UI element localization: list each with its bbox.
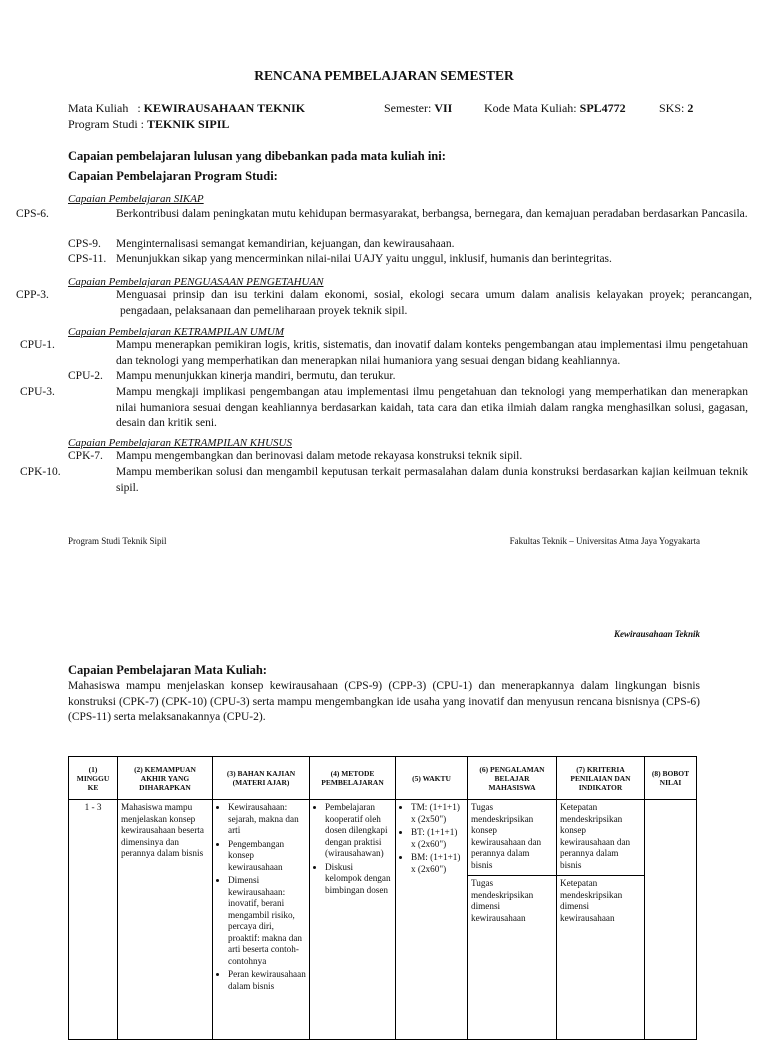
course-name-row: Mata Kuliah : KEWIRAUSAHAAN TEKNIK [68,101,306,115]
column-header: (2) KEMAMPUAN AKHIR YANG DIHARAPKAN [118,757,213,800]
list-item: • Peran kewirausahaan dalam bisnis [228,969,306,992]
document-title: RENCANA PEMBELAJARAN SEMESTER [254,68,514,83]
course-code-label: Kode Mata Kuliah: [484,101,577,115]
column-header: (5) WAKTU [396,757,468,800]
list-item: CPU-2. Mampu menunjukkan kinerja mandiri, bermutu, dan terukur. [68,370,396,382]
list-item: • Pengembangan konsep kewirausahaan [228,839,306,874]
column-header: (1) MINGGU KE [69,757,118,800]
course-name-value: KEWIRAUSAHAAN TEKNIK [143,101,306,115]
list-item: CPP-3. Menguasai prinsip dan isu terkini dalam ekonomi, sosial, ekologi secara umum dalam analisis kelayakan proyek; perancangan, pengadaan, pelaksanaan dan pemeliharaan proyek teknik sipil. [16,289,752,317]
list-item: • Dimensi kewirausahaan: inovatif, berani mengambil risiko, percaya diri, proaktif: makna dan arti beserta contoh-contohnya [228,875,306,967]
cpmk-heading: Capaian Pembelajaran Mata Kuliah: [68,663,267,677]
list-item: • Diskusi kelompok dengan bimbingan dosen [325,862,392,897]
study-program-value: TEKNIK SIPIL [147,117,230,131]
footer-right: Fakultas Teknik – Universitas Atma Jaya Yogyakarta [509,536,700,546]
list-item: • Kewirausahaan: sejarah, makna dan arti [228,802,306,837]
material-cell [213,800,310,1040]
semester-field [384,101,452,116]
column-header: (8) BOBOT NILAI [645,757,697,800]
section-title-pengetahuan: Capaian Pembelajaran PENGUASAAN PENGETAHUAN [68,276,324,288]
criteria-cell [557,800,645,1040]
list-item: • BT: (1+1+1) x (2x60") [411,827,464,850]
list-item: • TM: (1+1+1) x (2x50") [411,802,464,825]
study-program-row: Program Studi : TEKNIK SIPIL [68,117,230,131]
cpl-heading: Capaian pembelajaran lulusan yang dibebankan pada mata kuliah ini: [68,149,446,163]
experience-text: Tugas mendeskripsikan dimensi kewirausahaan [471,878,534,923]
ability-cell: Mahasiswa mampu menjelaskan konsep kewirausahaan beserta dimensinya dan perannya dalam bisnis [118,800,213,1040]
cpps-heading: Capaian Pembelajaran Program Studi: [68,169,278,183]
semester-label: Semester: [384,101,432,115]
experience-cell [468,800,557,1040]
list-item: CPS-6. Berkontribusi dalam peningkatan mutu kehidupan bermasyarakat, berbangsa, bernegara, dan kemajuan peradaban berdasarkan Pancasila. [16,208,748,220]
course-code-value: SPL4772 [579,101,626,115]
cell-divider [468,875,556,876]
cpmk-paragraph: Mahasiswa mampu menjelaskan konsep kewirausahaan (CPS-9) (CPP-3) (CPU-1) dan menerapkannya dalam lingkungan bisnis konstruksi (CPK-7) (CPK-10) (CPU-3) serta mampu mengembangkan ide usaha yang inovatif dan menyusun rencana bisnisnya (CPS-6) (CPS-11) serta melaksanakannya (CPU-2). [68,680,700,723]
list-item: • BM: (1+1+1) x (2x60") [411,852,464,875]
semester-value: VII [434,101,453,115]
section-title-umum: Capaian Pembelajaran KETRAMPILAN UMUM [68,326,285,338]
study-program-label: Program Studi [68,117,138,131]
list-item: CPK-7. Mampu mengembangkan dan berinovasi dalam metode rekayasa konstruksi teknik sipil. [68,450,523,462]
experience-text: Tugas mendeskripsikan konsep kewirausahaan dan perannya dalam bisnis [471,802,542,870]
list-item: CPU-3. Mampu mengkaji implikasi pengembangan atau implementasi ilmu pengetahuan dan teknologi yang memperhatikan dan menerapkan nilai humaniora sesuai dengan keahliannya berdasarkan kaidah, tata cara dan etika ilmiah dalam rangka menghasilkan solusi, gagasan, desain dan kritik seni. [20,386,748,429]
table-header-row [69,757,697,800]
section-title-sikap: Capaian Pembelajaran SIKAP [68,193,204,205]
table-row [69,800,697,1040]
method-cell [310,800,396,1040]
sks-value: 2 [687,101,694,115]
column-header: (3) BAHAN KAJIAN (MATERI AJAR) [213,757,310,800]
sks-field [659,101,693,116]
time-cell [396,800,468,1040]
course-name-label: Mata Kuliah [68,101,129,115]
page-header: Kewirausahaan Teknik [614,629,700,639]
section-title-khusus: Capaian Pembelajaran KETRAMPILAN KHUSUS [68,437,292,449]
rps-table [68,756,697,1040]
weight-cell [645,800,697,1040]
footer-left: Program Studi Teknik Sipil [68,536,167,546]
criteria-text: Ketepatan mendeskripsikan dimensi kewirausahaan [560,878,623,923]
list-item: CPS-9. Menginternalisasi semangat kemandirian, kejuangan, dan kewirausahaan. [68,238,455,250]
list-item: CPK-10. Mampu memberikan solusi dan mengambil keputusan terkait permasalahan dalam dunia konstruksi berdasarkan kajian keilmuan teknik sipil. [20,466,748,494]
list-item: CPS-11. Menunjukkan sikap yang mencerminkan nilai-nilai UAJY yaitu unggul, inklusif, humanis dan berintegritas. [68,253,612,265]
list-item: • Pembelajaran kooperatif oleh dosen dilengkapi dengan praktisi (wirausahawan) [325,802,392,860]
course-code-field [484,101,626,116]
week-cell: 1 - 3 [69,800,118,1040]
cell-divider [557,875,644,876]
criteria-text: Ketepatan mendeskripsikan konsep kewirausahaan dan perannya dalam bisnis [560,802,631,870]
list-item: CPU-1. Mampu menerapkan pemikiran logis, kritis, sistematis, dan inovatif dalam konteks pengembangan atau implementasi ilmu pengetahuan dan teknologi yang memperhatikan dan menerapkan nilai humaniora yang sesuai dengan bidang keahliannya. [20,339,748,367]
column-header: (6) PENGALAMAN BELAJAR MAHASISWA [468,757,557,800]
sks-label: SKS: [659,101,685,115]
column-header: (7) KRITERIA PENILAIAN DAN INDIKATOR [557,757,645,800]
column-header: (4) METODE PEMBELAJARAN [310,757,396,800]
